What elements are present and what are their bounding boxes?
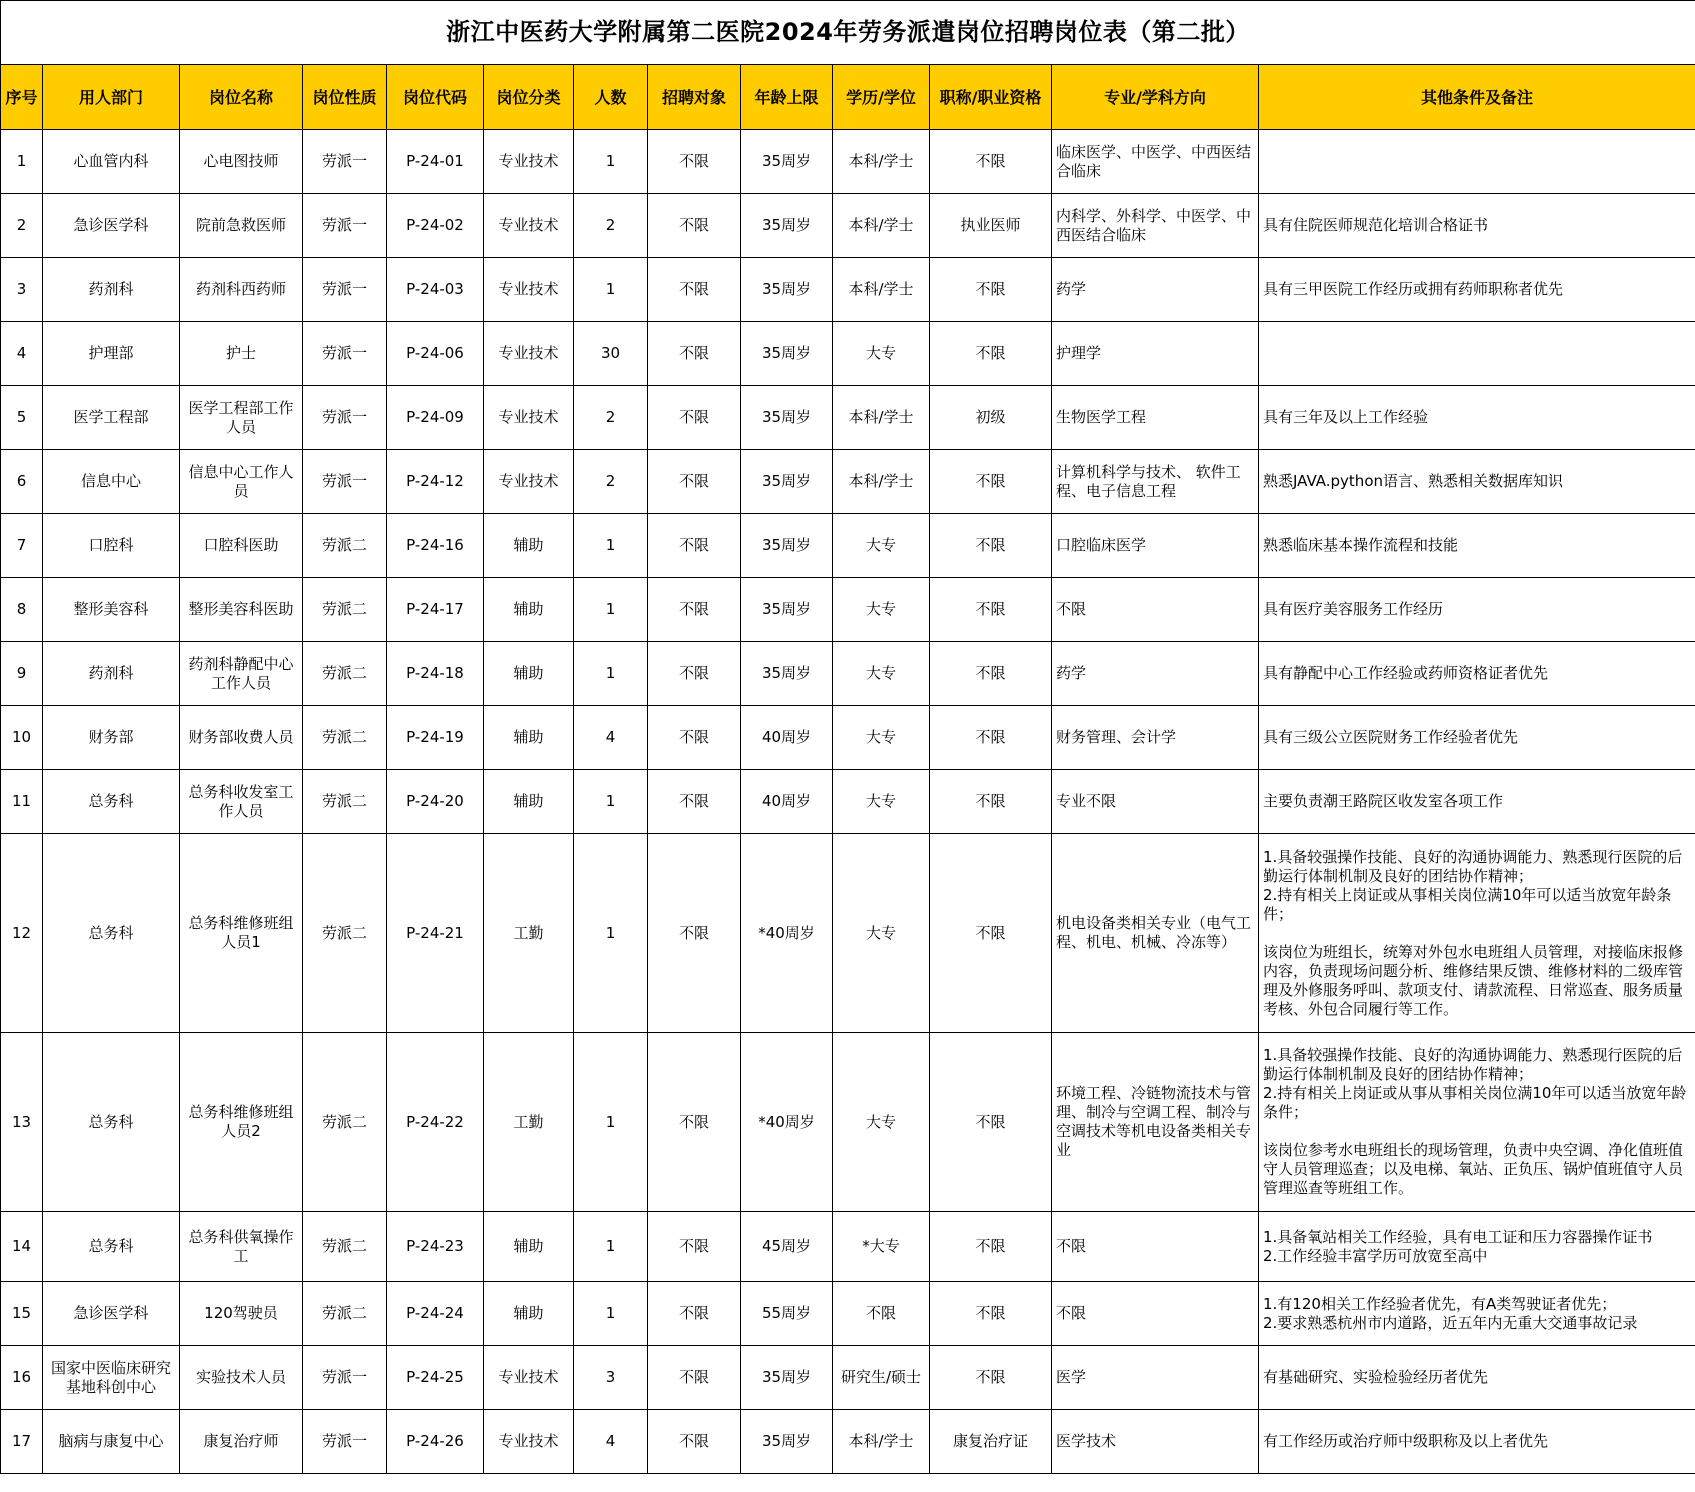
table-row — [1, 1410, 1695, 1474]
table-row — [1, 130, 1695, 194]
table-row — [1, 706, 1695, 770]
cell-position-code: P-24-24 — [387, 1282, 484, 1346]
cell-headcount: 1 — [574, 1212, 648, 1282]
cell-major: 不限 — [1052, 1282, 1259, 1346]
cell-headcount: 1 — [574, 258, 648, 322]
cell-professional-title: 不限 — [930, 578, 1052, 642]
cell-headcount: 1 — [574, 834, 648, 1033]
cell-row-number: 16 — [1, 1346, 43, 1410]
cell-major: 药学 — [1052, 258, 1259, 322]
cell-position-category: 工勤 — [484, 834, 574, 1033]
cell-row-number: 8 — [1, 578, 43, 642]
cell-remarks: 具有三甲医院工作经历或拥有药师职称者优先 — [1259, 258, 1695, 322]
cell-position-category: 专业技术 — [484, 322, 574, 386]
cell-recruit-target: 不限 — [648, 322, 741, 386]
cell-row-number: 7 — [1, 514, 43, 578]
cell-row-number: 1 — [1, 130, 43, 194]
table-row — [1, 258, 1695, 322]
cell-age-limit: 35周岁 — [741, 194, 833, 258]
cell-age-limit: *40周岁 — [741, 834, 833, 1033]
header-count: 人数 — [574, 65, 648, 130]
cell-professional-title: 不限 — [930, 130, 1052, 194]
cell-row-number: 13 — [1, 1033, 43, 1212]
cell-position-nature: 劳派一 — [303, 1346, 387, 1410]
cell-row-number: 11 — [1, 770, 43, 834]
cell-position-name: 总务科维修班组人员1 — [180, 834, 303, 1033]
cell-position-code: P-24-22 — [387, 1033, 484, 1212]
cell-age-limit: 35周岁 — [741, 258, 833, 322]
cell-remarks: 具有三级公立医院财务工作经验者优先 — [1259, 706, 1695, 770]
cell-department: 总务科 — [43, 1212, 180, 1282]
table-row — [1, 194, 1695, 258]
cell-position-code: P-24-12 — [387, 450, 484, 514]
cell-recruit-target: 不限 — [648, 1033, 741, 1212]
cell-position-code: P-24-03 — [387, 258, 484, 322]
cell-major: 医学技术 — [1052, 1410, 1259, 1474]
cell-age-limit: 35周岁 — [741, 450, 833, 514]
cell-row-number: 3 — [1, 258, 43, 322]
cell-position-code: P-24-06 — [387, 322, 484, 386]
cell-position-code: P-24-02 — [387, 194, 484, 258]
cell-age-limit: 35周岁 — [741, 514, 833, 578]
cell-age-limit: 40周岁 — [741, 706, 833, 770]
cell-position-nature: 劳派二 — [303, 514, 387, 578]
header-target: 招聘对象 — [648, 65, 741, 130]
cell-education: 大专 — [833, 706, 930, 770]
cell-position-code: P-24-23 — [387, 1212, 484, 1282]
table-row — [1, 1212, 1695, 1282]
cell-position-name: 信息中心工作人员 — [180, 450, 303, 514]
table-row — [1, 386, 1695, 450]
cell-major: 机电设备类相关专业（电气工程、机电、机械、冷冻等） — [1052, 834, 1259, 1033]
cell-position-code: P-24-25 — [387, 1346, 484, 1410]
cell-education: 大专 — [833, 514, 930, 578]
table-row — [1, 578, 1695, 642]
table-row — [1, 770, 1695, 834]
cell-recruit-target: 不限 — [648, 642, 741, 706]
cell-professional-title: 不限 — [930, 706, 1052, 770]
cell-major: 护理学 — [1052, 322, 1259, 386]
cell-position-nature: 劳派一 — [303, 258, 387, 322]
cell-position-nature: 劳派一 — [303, 450, 387, 514]
cell-row-number: 6 — [1, 450, 43, 514]
cell-age-limit: 35周岁 — [741, 322, 833, 386]
cell-position-code: P-24-09 — [387, 386, 484, 450]
cell-education: 大专 — [833, 322, 930, 386]
cell-major: 内科学、外科学、中医学、中西医结合临床 — [1052, 194, 1259, 258]
cell-recruit-target: 不限 — [648, 578, 741, 642]
cell-professional-title: 不限 — [930, 642, 1052, 706]
cell-row-number: 5 — [1, 386, 43, 450]
cell-department: 急诊医学科 — [43, 1282, 180, 1346]
cell-major: 计算机科学与技术、 软件工程、电子信息工程 — [1052, 450, 1259, 514]
cell-remarks: 1.具备较强操作技能、良好的沟通协调能力、熟悉现行医院的后勤运行体制机制及良好的团结协作精神； 2.持有相关上岗证或从事从事相关岗位满10年可以适当放宽年龄条件； 该岗位参考水电班组长的现场管理，负责中央空调、净化值班值守人员管理巡查；以及电梯、氧站、正负压、锅炉值班值守人员管理巡查等班组工作。 — [1259, 1033, 1695, 1212]
cell-department: 护理部 — [43, 322, 180, 386]
cell-professional-title: 执业医师 — [930, 194, 1052, 258]
cell-headcount: 1 — [574, 1033, 648, 1212]
cell-education: 研究生/硕士 — [833, 1346, 930, 1410]
cell-position-category: 辅助 — [484, 642, 574, 706]
cell-remarks: 熟悉临床基本操作流程和技能 — [1259, 514, 1695, 578]
cell-position-name: 药剂科静配中心工作人员 — [180, 642, 303, 706]
cell-age-limit: 35周岁 — [741, 1410, 833, 1474]
cell-position-category: 专业技术 — [484, 450, 574, 514]
cell-department: 总务科 — [43, 1033, 180, 1212]
cell-age-limit: 55周岁 — [741, 1282, 833, 1346]
cell-remarks: 1.具备较强操作技能、良好的沟通协调能力、熟悉现行医院的后勤运行体制机制及良好的团结协作精神； 2.持有相关上岗证或从事相关岗位满10年可以适当放宽年龄条件； 该岗位为班组长，统筹对外包水电班组人员管理，对接临床报修内容，负责现场问题分析、维修结果反馈、维修材料的二级库管理及外修服务呼叫、款项支付、请款流程、日常巡查、服务质量考核、外包合同履行等工作。 — [1259, 834, 1695, 1033]
cell-remarks: 有基础研究、实验检验经历者优先 — [1259, 1346, 1695, 1410]
cell-major: 口腔临床医学 — [1052, 514, 1259, 578]
cell-position-name: 护士 — [180, 322, 303, 386]
cell-headcount: 1 — [574, 130, 648, 194]
table-header-row — [1, 65, 1695, 130]
cell-position-code: P-24-19 — [387, 706, 484, 770]
cell-education: 本科/学士 — [833, 194, 930, 258]
cell-position-nature: 劳派二 — [303, 770, 387, 834]
cell-row-number: 10 — [1, 706, 43, 770]
header-age: 年龄上限 — [741, 65, 833, 130]
cell-professional-title: 不限 — [930, 1282, 1052, 1346]
cell-remarks: 1.具备氧站相关工作经验，具有电工证和压力容器操作证书 2.工作经验丰富学历可放宽至高中 — [1259, 1212, 1695, 1282]
cell-position-category: 专业技术 — [484, 1410, 574, 1474]
cell-headcount: 4 — [574, 1410, 648, 1474]
cell-position-category: 专业技术 — [484, 1346, 574, 1410]
cell-position-code: P-24-16 — [387, 514, 484, 578]
cell-position-code: P-24-20 — [387, 770, 484, 834]
header-position: 岗位名称 — [180, 65, 303, 130]
cell-major: 不限 — [1052, 1212, 1259, 1282]
cell-position-nature: 劳派二 — [303, 1282, 387, 1346]
cell-education: 大专 — [833, 834, 930, 1033]
cell-professional-title: 不限 — [930, 1212, 1052, 1282]
cell-recruit-target: 不限 — [648, 1212, 741, 1282]
cell-remarks: 具有医疗美容服务工作经历 — [1259, 578, 1695, 642]
cell-position-category: 辅助 — [484, 578, 574, 642]
cell-position-code: P-24-17 — [387, 578, 484, 642]
cell-major: 临床医学、中医学、中西医结合临床 — [1052, 130, 1259, 194]
cell-recruit-target: 不限 — [648, 258, 741, 322]
cell-education: 大专 — [833, 642, 930, 706]
cell-remarks: 具有三年及以上工作经验 — [1259, 386, 1695, 450]
header-title: 职称/职业资格 — [930, 65, 1052, 130]
cell-row-number: 4 — [1, 322, 43, 386]
cell-department: 药剂科 — [43, 642, 180, 706]
cell-row-number: 12 — [1, 834, 43, 1033]
cell-age-limit: 35周岁 — [741, 386, 833, 450]
cell-education: 本科/学士 — [833, 386, 930, 450]
cell-position-nature: 劳派二 — [303, 1033, 387, 1212]
header-dept: 用人部门 — [43, 65, 180, 130]
cell-recruit-target: 不限 — [648, 1282, 741, 1346]
cell-position-category: 辅助 — [484, 706, 574, 770]
cell-headcount: 1 — [574, 514, 648, 578]
cell-department: 国家中医临床研究基地科创中心 — [43, 1346, 180, 1410]
cell-recruit-target: 不限 — [648, 834, 741, 1033]
cell-department: 信息中心 — [43, 450, 180, 514]
cell-department: 药剂科 — [43, 258, 180, 322]
cell-age-limit: 35周岁 — [741, 130, 833, 194]
cell-position-category: 辅助 — [484, 514, 574, 578]
cell-position-name: 药剂科西药师 — [180, 258, 303, 322]
cell-age-limit: 40周岁 — [741, 770, 833, 834]
cell-position-nature: 劳派一 — [303, 1410, 387, 1474]
cell-education: *大专 — [833, 1212, 930, 1282]
table-body — [1, 130, 1695, 1474]
cell-position-category: 辅助 — [484, 1212, 574, 1282]
cell-remarks: 1.有120相关工作经验者优先，有A类驾驶证者优先； 2.要求熟悉杭州市内道路，近五年内无重大交通事故记录 — [1259, 1282, 1695, 1346]
cell-position-nature: 劳派二 — [303, 1212, 387, 1282]
cell-recruit-target: 不限 — [648, 386, 741, 450]
cell-professional-title: 康复治疗证 — [930, 1410, 1052, 1474]
cell-education: 不限 — [833, 1282, 930, 1346]
header-code: 岗位代码 — [387, 65, 484, 130]
cell-recruit-target: 不限 — [648, 706, 741, 770]
cell-recruit-target: 不限 — [648, 1410, 741, 1474]
cell-row-number: 15 — [1, 1282, 43, 1346]
cell-position-name: 总务科维修班组人员2 — [180, 1033, 303, 1212]
cell-professional-title: 不限 — [930, 450, 1052, 514]
table-row — [1, 1282, 1695, 1346]
cell-major: 生物医学工程 — [1052, 386, 1259, 450]
cell-position-nature: 劳派二 — [303, 834, 387, 1033]
cell-position-code: P-24-01 — [387, 130, 484, 194]
cell-department: 总务科 — [43, 770, 180, 834]
cell-major: 药学 — [1052, 642, 1259, 706]
cell-position-code: P-24-18 — [387, 642, 484, 706]
cell-position-nature: 劳派二 — [303, 642, 387, 706]
table-row — [1, 1346, 1695, 1410]
cell-remarks: 具有住院医师规范化培训合格证书 — [1259, 194, 1695, 258]
cell-department: 脑病与康复中心 — [43, 1410, 180, 1474]
header-nature: 岗位性质 — [303, 65, 387, 130]
cell-headcount: 2 — [574, 194, 648, 258]
table-row — [1, 322, 1695, 386]
cell-remarks — [1259, 130, 1695, 194]
cell-recruit-target: 不限 — [648, 194, 741, 258]
cell-department: 财务部 — [43, 706, 180, 770]
cell-age-limit: 45周岁 — [741, 1212, 833, 1282]
cell-position-nature: 劳派二 — [303, 578, 387, 642]
cell-remarks — [1259, 322, 1695, 386]
cell-position-name: 康复治疗师 — [180, 1410, 303, 1474]
cell-position-nature: 劳派一 — [303, 130, 387, 194]
cell-position-name: 院前急救医师 — [180, 194, 303, 258]
cell-headcount: 3 — [574, 1346, 648, 1410]
cell-position-name: 整形美容科医助 — [180, 578, 303, 642]
cell-recruit-target: 不限 — [648, 514, 741, 578]
cell-recruit-target: 不限 — [648, 1346, 741, 1410]
cell-professional-title: 不限 — [930, 514, 1052, 578]
cell-professional-title: 不限 — [930, 834, 1052, 1033]
cell-position-category: 专业技术 — [484, 386, 574, 450]
cell-professional-title: 不限 — [930, 1033, 1052, 1212]
cell-age-limit: 35周岁 — [741, 642, 833, 706]
cell-position-name: 120驾驶员 — [180, 1282, 303, 1346]
cell-professional-title: 不限 — [930, 1346, 1052, 1410]
cell-department: 整形美容科 — [43, 578, 180, 642]
cell-position-nature: 劳派二 — [303, 706, 387, 770]
cell-major: 医学 — [1052, 1346, 1259, 1410]
table-row — [1, 514, 1695, 578]
cell-headcount: 2 — [574, 450, 648, 514]
page-title: 浙江中医药大学附属第二医院2024年劳务派遣岗位招聘岗位表（第二批） — [1, 1, 1695, 65]
cell-position-name: 财务部收费人员 — [180, 706, 303, 770]
cell-professional-title: 不限 — [930, 770, 1052, 834]
cell-position-category: 工勤 — [484, 1033, 574, 1212]
cell-major: 不限 — [1052, 578, 1259, 642]
cell-position-code: P-24-26 — [387, 1410, 484, 1474]
cell-remarks: 具有静配中心工作经验或药师资格证者优先 — [1259, 642, 1695, 706]
cell-headcount: 1 — [574, 642, 648, 706]
cell-department: 总务科 — [43, 834, 180, 1033]
cell-remarks: 熟悉JAVA.python语言、熟悉相关数据库知识 — [1259, 450, 1695, 514]
cell-education: 本科/学士 — [833, 258, 930, 322]
cell-position-name: 心电图技师 — [180, 130, 303, 194]
cell-major: 财务管理、会计学 — [1052, 706, 1259, 770]
cell-position-name: 医学工程部工作人员 — [180, 386, 303, 450]
cell-headcount: 30 — [574, 322, 648, 386]
header-no: 序号 — [1, 65, 43, 130]
cell-position-category: 专业技术 — [484, 258, 574, 322]
cell-headcount: 1 — [574, 770, 648, 834]
cell-headcount: 1 — [574, 1282, 648, 1346]
cell-position-nature: 劳派一 — [303, 386, 387, 450]
header-major: 专业/学科方向 — [1052, 65, 1259, 130]
header-edu: 学历/学位 — [833, 65, 930, 130]
table-row — [1, 834, 1695, 1033]
table-row — [1, 450, 1695, 514]
cell-row-number: 2 — [1, 194, 43, 258]
cell-recruit-target: 不限 — [648, 450, 741, 514]
header-category: 岗位分类 — [484, 65, 574, 130]
cell-position-name: 实验技术人员 — [180, 1346, 303, 1410]
cell-age-limit: *40周岁 — [741, 1033, 833, 1212]
cell-education: 大专 — [833, 770, 930, 834]
cell-major: 环境工程、冷链物流技术与管理、制冷与空调工程、制冷与空调技术等机电设备类相关专业 — [1052, 1033, 1259, 1212]
cell-row-number: 14 — [1, 1212, 43, 1282]
cell-recruit-target: 不限 — [648, 770, 741, 834]
cell-headcount: 4 — [574, 706, 648, 770]
cell-education: 本科/学士 — [833, 450, 930, 514]
cell-professional-title: 初级 — [930, 386, 1052, 450]
cell-row-number: 9 — [1, 642, 43, 706]
cell-recruit-target: 不限 — [648, 130, 741, 194]
cell-department: 医学工程部 — [43, 386, 180, 450]
cell-age-limit: 35周岁 — [741, 578, 833, 642]
cell-education: 本科/学士 — [833, 130, 930, 194]
cell-headcount: 1 — [574, 578, 648, 642]
cell-position-name: 口腔科医助 — [180, 514, 303, 578]
cell-remarks: 主要负责潮王路院区收发室各项工作 — [1259, 770, 1695, 834]
cell-position-category: 专业技术 — [484, 130, 574, 194]
cell-position-category: 辅助 — [484, 770, 574, 834]
table-row — [1, 1033, 1695, 1212]
cell-position-nature: 劳派一 — [303, 322, 387, 386]
cell-department: 口腔科 — [43, 514, 180, 578]
cell-department: 心血管内科 — [43, 130, 180, 194]
cell-position-name: 总务科供氧操作工 — [180, 1212, 303, 1282]
cell-professional-title: 不限 — [930, 258, 1052, 322]
cell-department: 急诊医学科 — [43, 194, 180, 258]
cell-row-number: 17 — [1, 1410, 43, 1474]
header-remark: 其他条件及备注 — [1259, 65, 1695, 130]
cell-education: 大专 — [833, 1033, 930, 1212]
cell-headcount: 2 — [574, 386, 648, 450]
cell-age-limit: 35周岁 — [741, 1346, 833, 1410]
cell-education: 大专 — [833, 578, 930, 642]
cell-major: 专业不限 — [1052, 770, 1259, 834]
cell-education: 本科/学士 — [833, 1410, 930, 1474]
cell-remarks: 有工作经历或治疗师中级职称及以上者优先 — [1259, 1410, 1695, 1474]
cell-professional-title: 不限 — [930, 322, 1052, 386]
cell-position-category: 辅助 — [484, 1282, 574, 1346]
cell-position-nature: 劳派一 — [303, 194, 387, 258]
table-row — [1, 642, 1695, 706]
cell-position-code: P-24-21 — [387, 834, 484, 1033]
cell-position-category: 专业技术 — [484, 194, 574, 258]
cell-position-name: 总务科收发室工作人员 — [180, 770, 303, 834]
